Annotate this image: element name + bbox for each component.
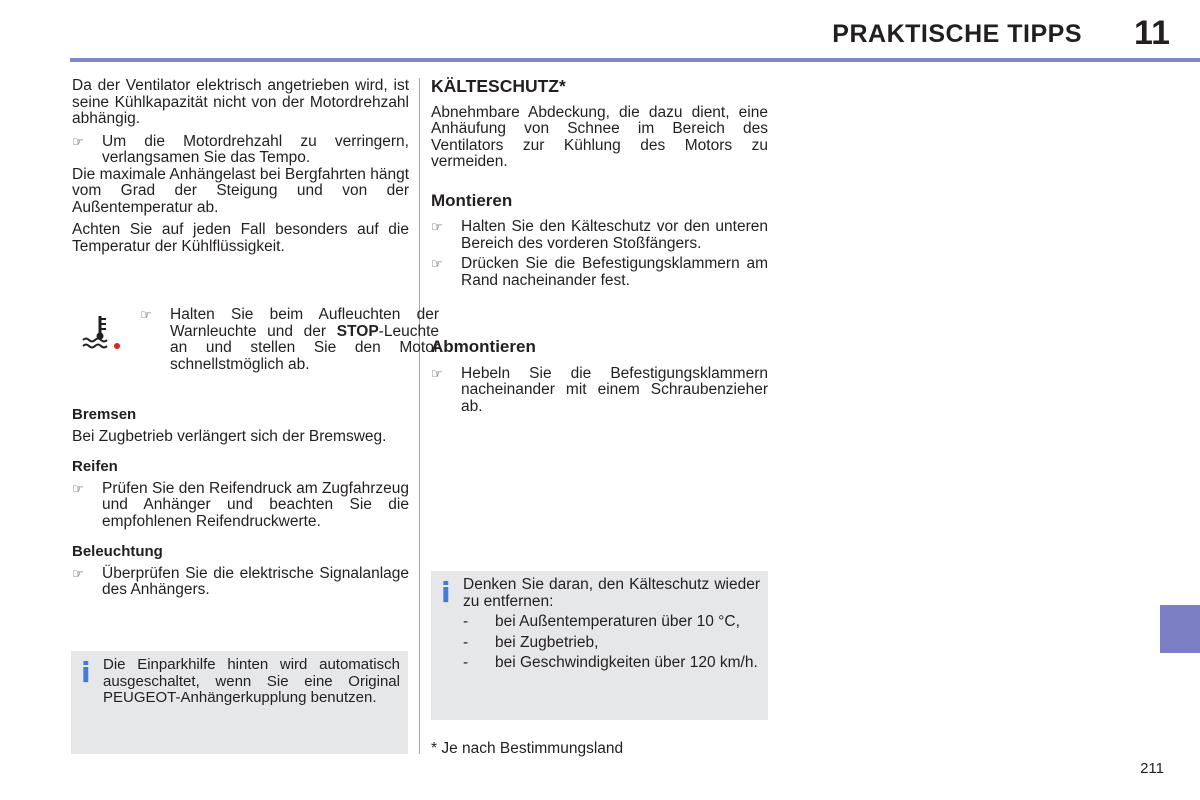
- pointing-hand-bullet-icon: ☞: [431, 256, 443, 271]
- pointing-hand-bullet-icon: ☞: [72, 480, 84, 496]
- coolant-temperature-warning-icon: [80, 313, 120, 353]
- pointing-hand-bullet-icon: ☞: [72, 565, 84, 581]
- unmount-bullet: [431, 366, 768, 416]
- mount-heading: Montieren: [431, 190, 513, 210]
- page-title: PRAKTISCHE TIPPS: [832, 20, 1082, 48]
- info-list-item-text: bei Geschwindigkeiten über 120 km/h.: [495, 654, 758, 671]
- column-divider: [419, 78, 420, 754]
- warning-block: [72, 306, 439, 407]
- cold-protection-intro: Abnehmbare Abdeckung, die dazu dient, eine Anhäufung von Schnee im Bereich des Ventilators zur Kühlung des Motors zu vermeiden.: [431, 103, 768, 170]
- brakes-heading: Bremsen: [72, 406, 137, 423]
- warning-bullet: [140, 307, 439, 373]
- info-list-item-text: bei Zugbetrieb,: [495, 633, 599, 651]
- cold-protection-info-content: [463, 577, 760, 676]
- section-title: KÄLTESCHUTZ*: [431, 76, 566, 96]
- bullet-speed: [72, 134, 409, 167]
- chapter-side-tab: [1160, 605, 1200, 653]
- dash-bullet: -: [463, 654, 469, 671]
- parking-sensor-info-text: Die Einparkhilfe hinten wird automatisch ausgeschaltet, wenn Sie eine Original PEUGEOT-Anhängerkupplung benutzen.: [103, 656, 400, 706]
- pointing-hand-bullet-icon: ☞: [431, 365, 443, 381]
- lights-heading: Beleuchtung: [72, 543, 163, 560]
- left-column: [72, 77, 439, 599]
- page-number: 211: [1140, 760, 1164, 777]
- intro-paragraph: Da der Ventilator elektrisch angetrieben wird, ist seine Kühlkapazität nicht von der Motordrehzahl abhängig.: [72, 77, 409, 127]
- unmount-bullet-text: Hebeln Sie die Befestigungsklammern nacheinander mit einem Schraubenzieher ab.: [461, 364, 768, 415]
- brakes-text: Bei Zugbetrieb verlängert sich der Bremsweg.: [72, 427, 387, 445]
- info-list-item: [463, 655, 760, 672]
- pointing-hand-bullet-icon: ☞: [431, 219, 443, 234]
- mount-bullet-2-text: Drücken Sie die Befestigungsklammern am Rand nacheinander fest.: [461, 255, 768, 289]
- tyres-heading: Reifen: [72, 458, 118, 475]
- info-list-item: [463, 635, 760, 652]
- mount-bullet-2: [431, 256, 768, 289]
- mount-bullet-1-text: Halten Sie den Kälteschutz vor den unteren Bereich des vorderen Stoßfängers.: [461, 218, 768, 252]
- dash-bullet: -: [463, 613, 469, 630]
- chapter-number: 11: [1134, 14, 1170, 52]
- tyres-bullet: [72, 481, 409, 531]
- footnote: * Je nach Bestimmungsland: [431, 740, 624, 757]
- cold-protection-info-box: [431, 571, 768, 720]
- mount-bullet-1: [431, 219, 768, 252]
- temperature-paragraph: Achten Sie auf jeden Fall besonders auf die Temperatur der Kühlflüssigkeit.: [72, 221, 409, 255]
- warning-text-after: -Leuchte an und stellen Sie den Motor schnellstmöglich ab.: [170, 322, 439, 373]
- tyres-bullet-text: Prüfen Sie den Reifendruck am Zugfahrzeug und Anhänger und beachten Sie die empfohlenen Reifendruckwerte.: [102, 479, 409, 530]
- info-icon: i: [441, 576, 451, 609]
- unmount-heading: Abmontieren: [431, 337, 536, 356]
- load-paragraph: Die maximale Anhängelast bei Bergfahrten hängt vom Grad der Steigung und von der Außentemperatur ab.: [72, 165, 409, 216]
- info-list-item: [463, 614, 760, 631]
- info-list-item-text: bei Außentemperaturen über 10 °C,: [495, 613, 740, 630]
- header-rule: [70, 58, 1200, 62]
- dash-bullet: -: [463, 633, 469, 651]
- warning-text-before: Halten Sie beim Aufleuchten der Warnleuchte und der: [170, 306, 439, 340]
- stop-label: STOP: [336, 322, 379, 340]
- middle-column: [431, 78, 768, 415]
- pointing-hand-bullet-icon: ☞: [72, 133, 84, 149]
- bullet-speed-text: Um die Motordrehzahl zu verringern, verlangsamen Sie das Tempo.: [102, 132, 409, 166]
- lights-bullet-text: Überprüfen Sie die elektrische Signalanlage des Anhängers.: [102, 564, 409, 598]
- pointing-hand-bullet-icon: ☞: [140, 307, 152, 322]
- parking-sensor-info-box: [71, 651, 408, 754]
- lights-bullet: [72, 566, 409, 599]
- cold-protection-info-intro: Denken Sie daran, den Kälteschutz wieder zu entfernen:: [463, 576, 760, 610]
- info-icon: i: [81, 656, 91, 689]
